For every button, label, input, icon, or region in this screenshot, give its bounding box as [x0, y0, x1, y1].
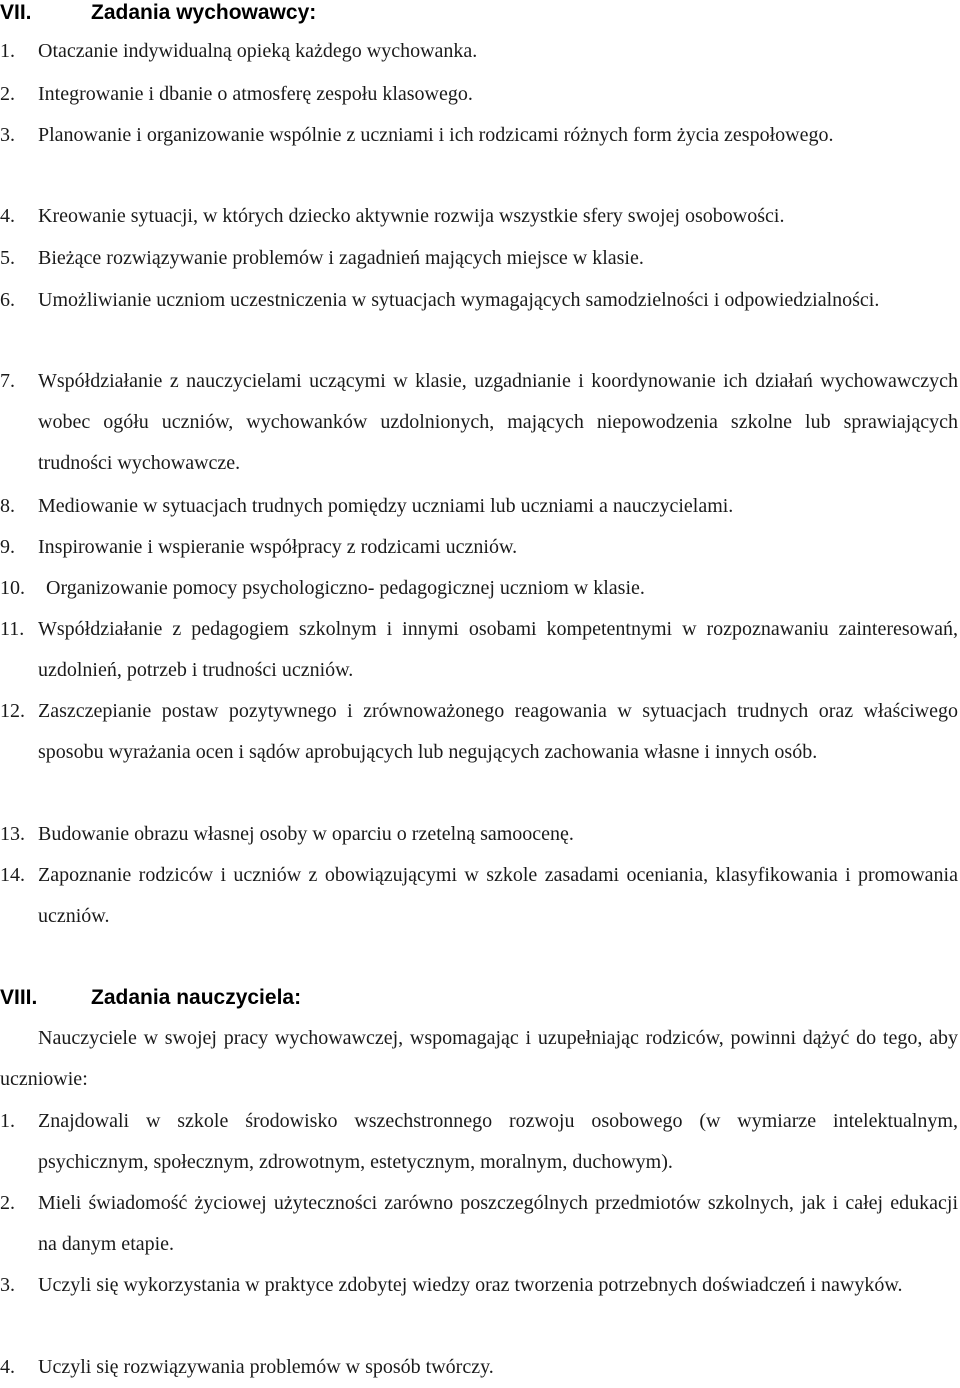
section-title: Zadania wychowawcy: [91, 1, 317, 24]
item-number: 4. [0, 205, 15, 227]
item-number: 3. [0, 1274, 15, 1296]
item-number: 5. [0, 247, 15, 269]
item-number: 7. [0, 370, 15, 392]
item-text: Uczyli się wykorzystania w praktyce zdobytej wiedzy oraz tworzenia potrzebnych doświadczeń i nawyków. [38, 1274, 903, 1296]
item-text: Współdziałanie z nauczycielami uczącymi w klasie, uzgadnianie i koordynowanie ich działań wychowawczych wobec ogółu uczniów, wychowanków uzdolnionych, mających niepowodzenia szkolne lub sprawiających trudności wychowawcze. [38, 370, 958, 474]
item-number: 14. [0, 864, 25, 886]
item-text: Organizowanie pomocy psychologiczno- pedagogicznej uczniom w klasie. [46, 577, 645, 599]
section-number: VIII. [0, 986, 38, 1009]
item-text: Bieżące rozwiązywanie problemów i zagadnień mających miejsce w klasie. [38, 247, 644, 269]
item-text: Zapoznanie rodziców i uczniów z obowiązującymi w szkole zasadami oceniania, klasyfikowania i promowania uczniów. [38, 864, 958, 927]
item-number: 3. [0, 124, 15, 146]
item-text: Współdziałanie z pedagogiem szkolnym i innymi osobami kompetentnymi w rozpoznawaniu zainteresowań, uzdolnień, potrzeb i trudności uczniów. [38, 618, 958, 681]
item-text: Zaszczepianie postaw pozytywnego i zrównoważonego reagowania w sytuacjach trudnych oraz właściwego sposobu wyrażania ocen i sądów aprobujących lub negujących zachowania własne i innych osób. [38, 700, 958, 763]
section-title: Zadania nauczyciela: [91, 986, 302, 1009]
item-text: Kreowanie sytuacji, w których dziecko aktywnie rozwija wszystkie sfery swojej osobowości. [38, 205, 785, 227]
item-number: 2. [0, 83, 15, 105]
item-text: Uczyli się rozwiązywania problemów w sposób twórczy. [38, 1356, 494, 1378]
item-text: Mieli świadomość życiowej użyteczności zarówno poszczególnych przedmiotów szkolnych, jak i całej edukacji na danym etapie. [38, 1192, 958, 1255]
item-number: 11. [0, 618, 25, 640]
item-text: Umożliwianie uczniom uczestniczenia w sytuacjach wymagających samodzielności i odpowiedzialności. [38, 289, 880, 311]
item-text: Otaczanie indywidualną opieką każdego wychowanka. [38, 40, 478, 62]
item-text: Budowanie obrazu własnej osoby w oparciu o rzetelną samoocenę. [38, 823, 574, 845]
item-number: 1. [0, 1110, 15, 1132]
item-number: 2. [0, 1192, 15, 1214]
item-text: Znajdowali w szkole środowisko wszechstronnego rozwoju osobowego (w wymiarze intelektualnym, psychicznym, społecznym, zdrowotnym, estetycznym, moralnym, duchowym). [38, 1110, 958, 1173]
item-number: 13. [0, 823, 25, 845]
item-text: Planowanie i organizowanie wspólnie z uczniami i ich rodzicami różnych form życia zespołowego. [38, 124, 834, 146]
item-number: 1. [0, 40, 15, 62]
item-text: Inspirowanie i wspieranie współpracy z rodzicami uczniów. [38, 536, 518, 558]
item-number: 10. [0, 577, 25, 599]
section-number: VII. [0, 1, 32, 24]
intro-paragraph: Nauczyciele w swojej pracy wychowawczej, wspomagając i uzupełniając rodziców, powinni dążyć do tego, aby uczniowie: [0, 1027, 958, 1090]
item-number: 6. [0, 289, 15, 311]
item-number: 12. [0, 700, 25, 722]
item-number: 9. [0, 536, 15, 558]
item-text: Mediowanie w sytuacjach trudnych pomiędzy uczniami lub uczniami a nauczycielami. [38, 495, 734, 517]
item-number: 8. [0, 495, 15, 517]
item-number: 4. [0, 1356, 15, 1378]
item-text: Integrowanie i dbanie o atmosferę zespołu klasowego. [38, 83, 473, 105]
